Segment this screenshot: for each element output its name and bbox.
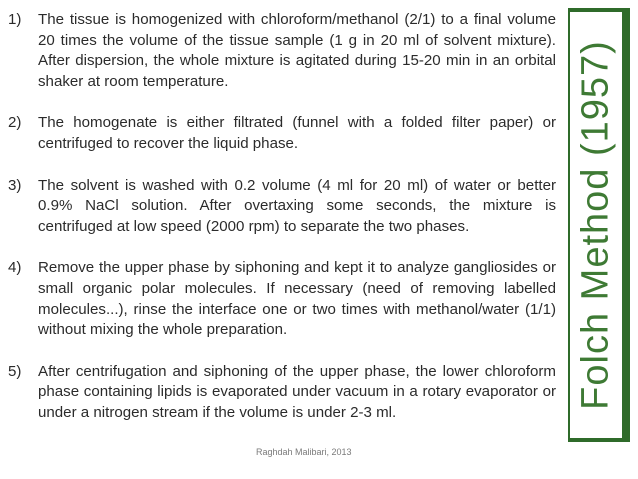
step-number: 5) (8, 362, 22, 380)
footer-author: Raghdah Malibari, 2013 (256, 447, 352, 457)
side-title-frame (568, 8, 630, 442)
step-item-5 (8, 362, 556, 424)
step-text: The tissue is homogenized with chloroform/methanol (2/1) to a final volume 20 times the volume of the tissue sample (1 g in 20 ml of solvent mixture). After dispersion, the whole mixture is agitated during 15-20 min in an orbital shaker at room temperature. (38, 11, 556, 90)
step-number: 3) (8, 176, 22, 194)
step-text: After centrifugation and siphoning of the upper phase, the lower chloroform phase containing lipids is evaporated under vacuum in a rotary evaporator or under a nitrogen stream if the volume is under 2-3 ml. (38, 362, 556, 421)
slide-title: Folch Method (1957) (574, 40, 617, 410)
step-text: Remove the upper phase by siphoning and kept it to analyze gangliosides or small organic polar molecules. If necessary (need of removing labelled molecules...), rinse the interface one or two times with methanol/water (1/1) without mixing the whole preparation. (38, 259, 556, 339)
step-item-4 (8, 258, 556, 340)
step-item-3 (8, 176, 556, 238)
step-text: The homogenate is either filtrated (funnel with a folded filter paper) or centrifuged to recover the liquid phase. (38, 114, 556, 152)
step-number: 4) (8, 259, 22, 277)
step-item-2 (8, 113, 556, 154)
step-item-1 (8, 10, 556, 92)
step-number: 1) (8, 11, 22, 28)
procedure-steps-list (8, 10, 556, 445)
step-number: 2) (8, 114, 22, 132)
step-text: The solvent is washed with 0.2 volume (4 ml for 20 ml) of water or better 0.9% NaCl solution. After overtaxing some seconds, the mixture is centrifuged at low speed (2000 rpm) to separate the two phases. (38, 176, 556, 235)
